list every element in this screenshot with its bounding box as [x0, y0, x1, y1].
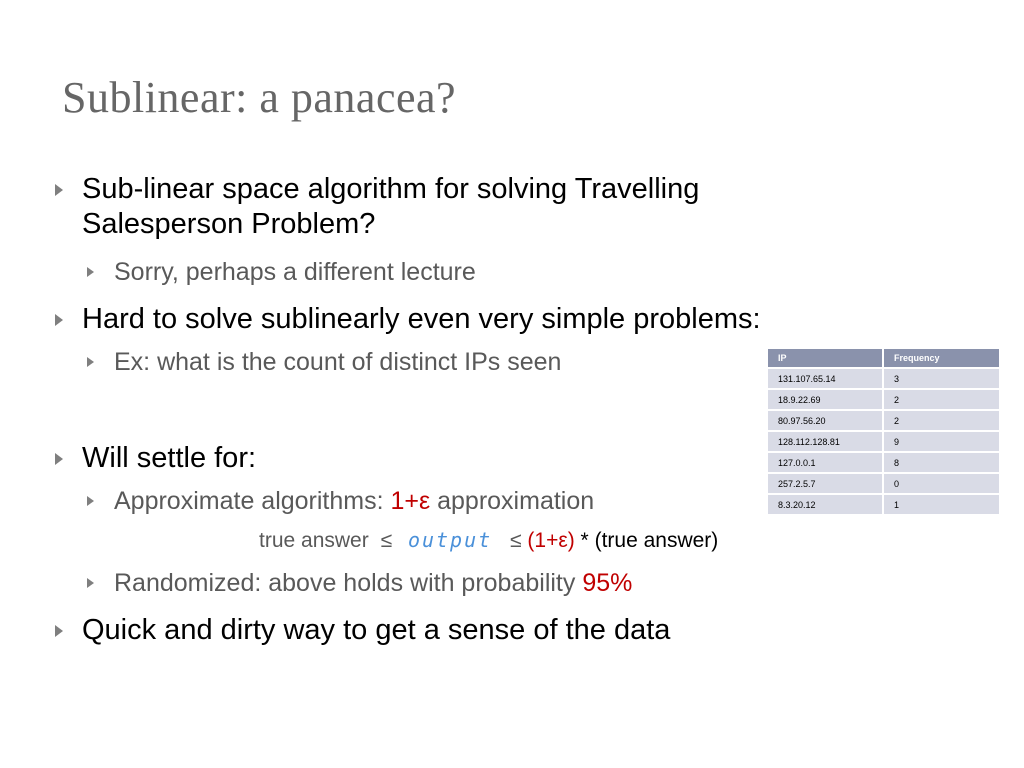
formula-true-answer-paren: (true answer)	[594, 529, 719, 552]
cell-ip: 131.107.65.14	[768, 369, 884, 388]
triangle-right-icon	[54, 183, 64, 197]
table-row	[768, 390, 999, 409]
slide-title: Sublinear: a panacea?	[62, 73, 457, 122]
table-row	[768, 495, 999, 514]
approximation-formula	[259, 528, 718, 553]
sub-bullet-different-lecture	[86, 257, 476, 287]
cell-frequency: 1	[884, 495, 999, 514]
table-header-row	[768, 349, 999, 367]
bullet-will-settle	[54, 441, 256, 476]
table-row	[768, 369, 999, 388]
cell-frequency: 0	[884, 474, 999, 493]
triangle-right-icon	[54, 624, 64, 638]
triangle-right-icon	[86, 577, 96, 591]
cell-frequency: 2	[884, 411, 999, 430]
bullet-text-line2: Salesperson Problem?	[82, 208, 376, 240]
bullet-travelling-salesperson	[54, 172, 699, 242]
triangle-right-icon	[86, 266, 96, 280]
sub-bullet-distinct-ips	[86, 347, 561, 377]
formula-output-handwritten: output	[407, 528, 493, 552]
sub-bullet-approximate	[86, 486, 594, 516]
cell-ip: 80.97.56.20	[768, 411, 884, 430]
cell-frequency: 8	[884, 453, 999, 472]
cell-ip: 257.2.5.7	[768, 474, 884, 493]
cell-frequency: 2	[884, 390, 999, 409]
sub-bullet-text: Ex: what is the count of distinct IPs seen	[114, 348, 562, 376]
triangle-right-icon	[86, 356, 96, 370]
bullet-text: Hard to solve sublinearly even very simple problems:	[82, 303, 761, 335]
cell-ip: 128.112.128.81	[768, 432, 884, 451]
header-ip: IP	[768, 349, 884, 367]
formula-le-1: ≤	[380, 529, 393, 552]
triangle-right-icon	[86, 495, 96, 509]
bullet-hard-to-solve	[54, 302, 761, 337]
triangle-right-icon	[54, 452, 64, 466]
header-frequency: Frequency	[884, 349, 999, 367]
formula-factor: (1+ε)	[527, 529, 575, 552]
cell-ip: 18.9.22.69	[768, 390, 884, 409]
sub-bullet-randomized	[86, 568, 632, 598]
formula-true-answer: true answer	[259, 529, 369, 552]
bullet-quick-and-dirty	[54, 613, 670, 648]
bullet-text-line1: Sub-linear space algorithm for solving Travelling	[82, 173, 700, 205]
approx-highlight: 1+ε	[390, 487, 431, 515]
sub-bullet-text: Sorry, perhaps a different lecture	[114, 258, 476, 286]
bullet-text: Will settle for:	[82, 442, 257, 474]
table-row	[768, 411, 999, 430]
cell-ip: 8.3.20.12	[768, 495, 884, 514]
approx-suffix: approximation	[430, 487, 595, 515]
randomized-highlight: 95%	[582, 569, 633, 597]
triangle-right-icon	[54, 313, 64, 327]
bullet-text: Quick and dirty way to get a sense of the data	[82, 614, 671, 646]
table-row	[768, 474, 999, 493]
table-row	[768, 432, 999, 451]
cell-frequency: 3	[884, 369, 999, 388]
ip-frequency-table	[768, 347, 999, 516]
cell-frequency: 9	[884, 432, 999, 451]
formula-star: *	[580, 529, 589, 552]
cell-ip: 127.0.0.1	[768, 453, 884, 472]
approx-prefix: Approximate algorithms:	[114, 487, 391, 515]
formula-le-2: ≤	[510, 529, 522, 552]
table-row	[768, 453, 999, 472]
randomized-prefix: Randomized: above holds with probability	[114, 569, 583, 597]
